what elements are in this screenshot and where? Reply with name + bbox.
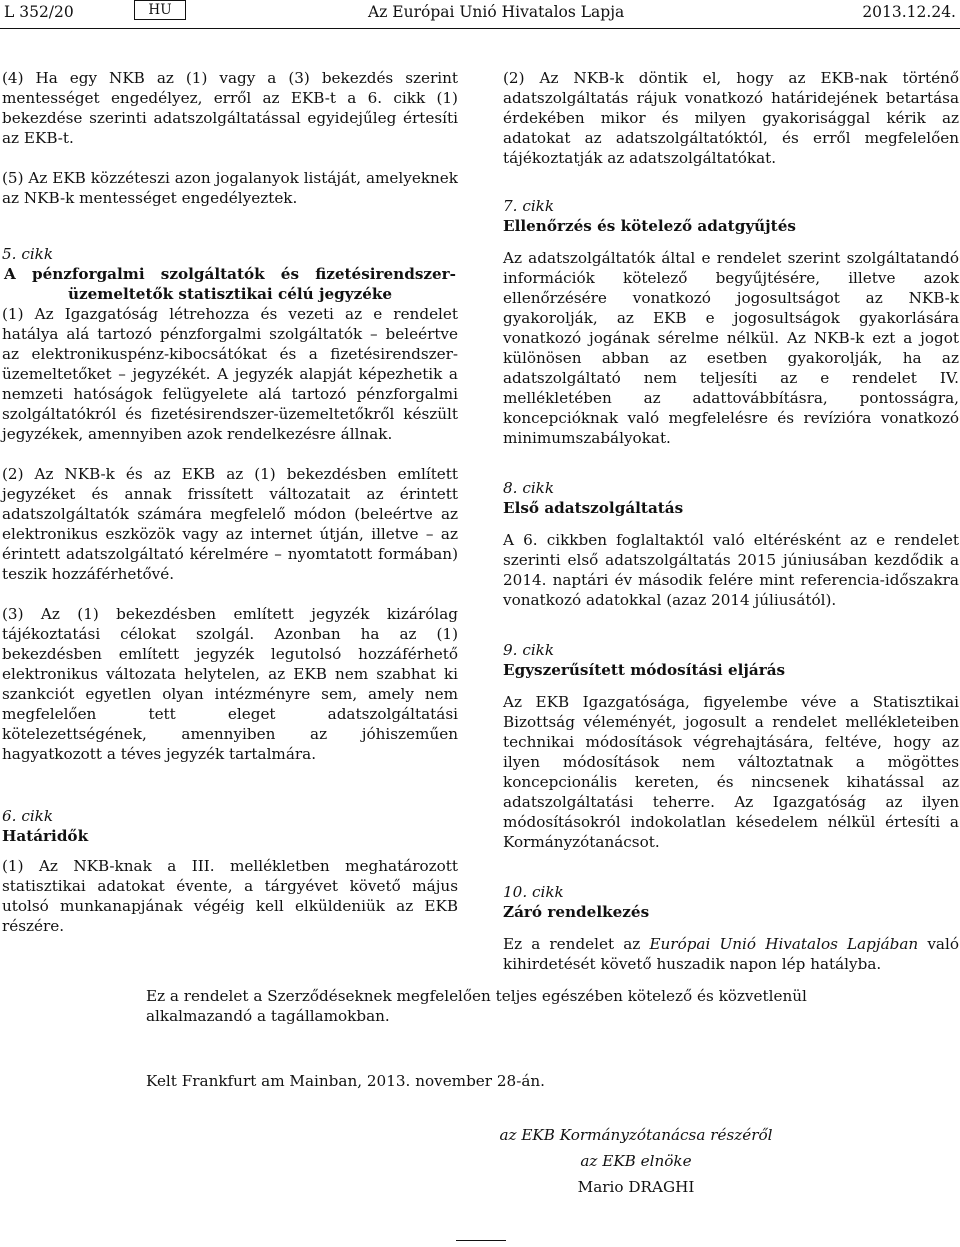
article-7-number: 7. cikk — [503, 197, 555, 215]
article-6-number: 6. cikk — [2, 807, 54, 825]
signatory-name: Mario DRAGHI — [577, 1178, 695, 1196]
paragraph-4: (4) Ha egy NKB az (1) vagy a (3) bekezdés szerint mentességet engedélyez, erről az EKB-t a 6. cikk (1) bekezdése szerinti adatszolgáltatással egyidejűleg értesíti az EKB-t. — [2, 69, 458, 147]
article-6-paragraph-1: (1) Az NKB-knak a III. mellékletben meghatározott statisztikai adatokat évente, a tárgyévet követő május utolsó munkanapjának végéig kell elküldeniük az EKB részére. — [2, 857, 458, 935]
article-10-title: Záró rendelkezés — [503, 903, 650, 921]
article-7-paragraph: Az adatszolgáltatók által e rendelet szerint szolgáltatandó információk kötelező begyűjtésére, illetve azok ellenőrzésére vonatkozó jogosultságot az NKB-k gyakorolják, az EKB e jogosultságok gyakorlására vonatkozó jogának sérelme nélkül. Az NKB-k ezt a jogot különösen abban az esetben gyakorolják, ha az adatszolgáltató nem teljesíti az e rendelet IV. mellékletében az adattovábbításra, pontosságra, koncepcióknak való megfelelésre és revízióra vonatkozó minimumszabályokat. — [503, 249, 959, 447]
article-5-paragraph-2: (2) Az NKB-k és az EKB az (1) bekezdésben említett jegyzéket és annak frissített változatait az érintett adatszolgáltatók számára megfelelő módon (beleértve az elektronikus eszközök vagy az internet útján, illetve – az érintett adatszolgáltató kérelmére – nyomtatott formában) teszik hozzáférhetővé. — [2, 465, 458, 583]
article-8-number: 8. cikk — [503, 479, 555, 497]
journal-title: Az Európai Unió Hivatalos Lapja — [368, 3, 625, 21]
right-column — [503, 68, 959, 994]
journal-series-page: L 352/20 — [4, 3, 74, 21]
header-rule — [0, 28, 960, 29]
article-5-paragraph-3: (3) Az (1) bekezdésben említett jegyzék kizárólag tájékoztatási célokat szolgál. Azonban ha az (1) bekezdésben említett jegyzék legutolsó hozzáférhető elektronikus változata helytelen, az EKB nem szabhat ki szankciót egyetlen olyan intézményre sem, amely nem megfelelően tett eleget adatszolgáltatási kötelezettségének, amennyiben az jóhiszeműen hagyatkozott a téves jegyzék tartalmára. — [2, 605, 458, 763]
article-9-number: 9. cikk — [503, 641, 555, 659]
article-5-title: A pénzforgalmi szolgáltatók és fizetésirendszer-üzemeltetők statisztikai célú jegyzéke — [4, 265, 456, 303]
article-5-number: 5. cikk — [2, 245, 54, 263]
article-8-paragraph: A 6. cikkben foglaltaktól való eltérésként az e rendelet szerinti első adatszolgáltatás 2015 júniusában kezdődik a 2014. naptári év második felére mint referencia-időszakra vonatkozó adatokkal (azaz 2014 júliusától). — [503, 531, 959, 609]
page-header — [0, 0, 960, 26]
article-10-paragraph — [503, 934, 959, 974]
place-and-date: Kelt Frankfurt am Mainban, 2013. november 28-án. — [146, 1072, 546, 1090]
article-6-paragraph-2: (2) Az NKB-k döntik el, hogy az EKB-nak történő adatszolgáltatás rájuk vonatkozó határidejének betartása érdekében mikor és milyen gyakorisággal kérik az adatokat az adatszolgáltatóktól, és erről megfelelően tájékoztatják az adatszolgáltatókat. — [503, 69, 959, 167]
signature-block — [476, 1122, 796, 1200]
paragraph-5: (5) Az EKB közzéteszi azon jogalanyok listáját, amelyeknek az NKB-k mentességet engedélyeztek. — [2, 169, 458, 207]
article-5-paragraph-1: (1) Az Igazgatóság létrehozza és vezeti az e rendelet hatálya alá tartozó pénzforgalmi szolgáltatók – beleértve az elektronikuspénz-kibocsátókat és a fizetésirendszer-üzemeltetőket – jegyzékét. A jegyzék alapját képezhetik a nemzeti hatóságok felügyelete alá tartozó pénzforgalmi szolgáltatókról és fizetésirendszer-üzemeltetőkről készült jegyzékek, amennyiben azok rendelkezésre állnak. — [2, 305, 458, 443]
article-9-title: Egyszerűsített módosítási eljárás — [503, 661, 786, 679]
article-8-title: Első adatszolgáltatás — [503, 499, 684, 517]
footer-rule — [456, 1240, 506, 1241]
article-7-title: Ellenőrzés és kötelező adatgyűjtés — [503, 217, 796, 235]
article-10-text-start: Ez a rendelet az — [503, 935, 650, 953]
left-column — [2, 68, 458, 956]
article-6-title: Határidők — [2, 827, 89, 845]
binding-statement: Ez a rendelet a Szerződéseknek megfelelően teljes egészében kötelező és közvetlenül alkalmazandó a tagállamokban. — [146, 987, 807, 1025]
article-9-paragraph: Az EKB Igazgatósága, figyelembe véve a Statisztikai Bizottság véleményét, jogosult a rendelet mellékleteiben technikai módosítások végrehajtására, feltéve, hogy az ilyen módosítások nem változtatnak a mögöttes koncepcionális kereten, és nincsenek kihatással az adatszolgáltatási teherre. Az Igazgatóság az ilyen módosításokról indokolatlan késedelem nélkül értesíti a Kormányzótanácsot. — [503, 693, 959, 851]
language-code-box: HU — [134, 0, 186, 20]
official-journal-name: Európai Unió Hivatalos Lapjában — [649, 935, 919, 953]
article-10-text-end: való kihirdetését követő huszadik napon lép hatályba. — [503, 935, 959, 973]
article-10-number: 10. cikk — [503, 883, 564, 901]
publication-date: 2013.12.24. — [862, 3, 956, 21]
signature-line-1: az EKB Kormányzótanácsa részéről — [499, 1126, 773, 1144]
signature-line-2: az EKB elnöke — [580, 1152, 692, 1170]
